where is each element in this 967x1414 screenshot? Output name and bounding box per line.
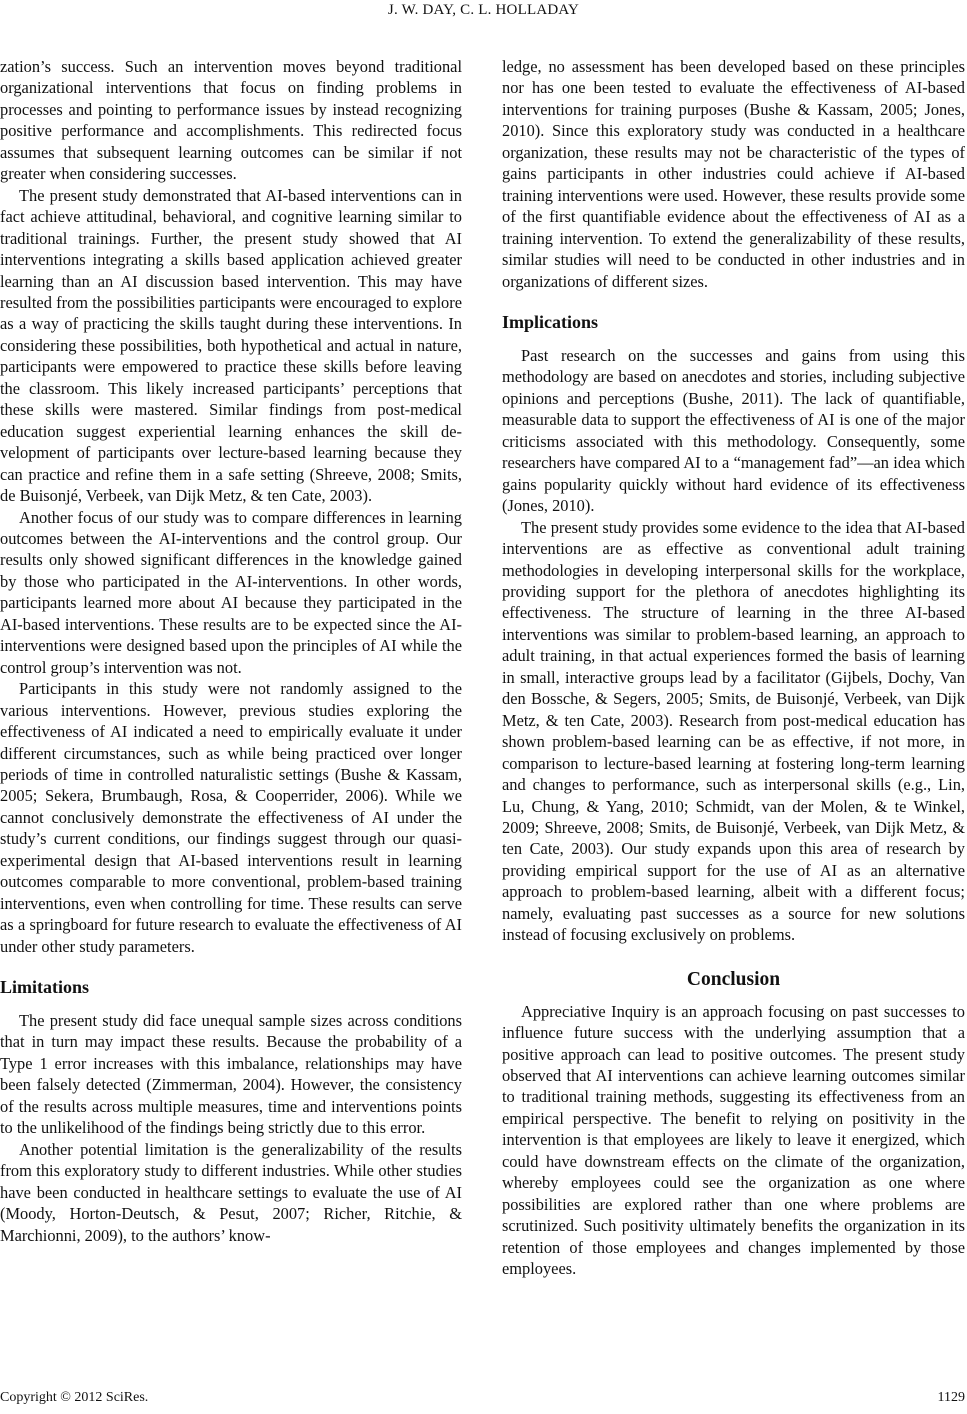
right-column bbox=[502, 56, 965, 1280]
page-number: 1129 bbox=[937, 1390, 965, 1405]
body-paragraph: Past research on the successes and gains from using this methodology are based on anecdotes and stories, including subjective opinions and perceptions (Bushe, 2011). The lack of quantifiable, measurable data to support the effectiveness of AI is one of the major criticisms associated with this methodology. Consequently, some researchers have compared AI to a “management fad”—an idea which gains popularity quickly without hard evidence of its effectiveness (Jones, 2010). bbox=[502, 345, 965, 516]
body-paragraph: The present study demonstrated that AI-based interventions can in fact achieve attitudinal, behavioral, and cognitive learning similar to traditional trainings. Further, the present study showed that AI interventions integrating a skills based application achieved greater learning than an AI discussion based intervention. This may have resulted from the possibilities participants were encouraged to explore as a way of practicing the skills taught during these interventions. In considering these possibilities, both hypothetical and actual in nature, participants were empowered to practice these skills before leaving the classroom. This likely increased participants’ perceptions that these skills were mastered. Similar findings from post-medical education suggest experiential learning enhances the skill development of participants over lecture-based learning because they can practice and refine them in a safe setting (Shreeve, 2008; Smits, de Buisonjé, Verbeek, van Dijk Metz, & ten Cate, 2003). bbox=[0, 185, 462, 506]
section-heading-implications: Implications bbox=[502, 311, 599, 332]
running-head: J. W. DAY, C. L. HOLLADAY bbox=[387, 2, 580, 18]
section-heading-conclusion: Conclusion bbox=[686, 968, 781, 990]
body-paragraph: The present study did face unequal sample sizes across conditions that in turn may impact these results. Because the probability of a Type 1 error increases with this imbalance, relationships may have been falsely detected (Zimmerman, 2004). However, the consistency of the results across multiple measures, time and interventions points to the unlikelihood of the findings being strictly due to this error. bbox=[0, 1011, 462, 1138]
body-paragraph: Appreciative Inquiry is an approach focusing on past successes to influence future success with the underlying assumption that a positive approach can lead to positive outcomes. The present study observed that AI interventions can achieve learning outcomes similar to traditional training methods, suggesting its effectiveness from an empirical perspective. The benefit to relying on positivity in the intervention is that employees are likely to leave it energized, which could have downstream effects on the climate of the organization, whereby employees could see the organization as one where possibilities are explored rather than one where problems are scrutinized. Such positivity ultimately benefits the organization in its retention of those employees and changes implemented by those employees. bbox=[502, 1001, 965, 1279]
left-column bbox=[0, 56, 462, 1246]
body-paragraph: ledge, no assessment has been developed based on these principles nor has one been tested to evaluate the effectiveness of AI-based interventions for training purposes (Bushe & Kassam, 2005; Jones, 2010). Since this exploratory study was conducted in a healthcare organization, these results may not be characteristic of the types of gains participants in other industries could achieve if AI-based training interventions were used. However, these results provide some of the first quantifiable evidence about the effectiveness of AI as a training intervention. To extend the generalizability of these results, similar studies will need to be conducted in other industries and in organizations of different sizes. bbox=[502, 57, 965, 291]
body-paragraph: zation’s success. Such an intervention moves beyond traditional organizational interventions that focus on finding problems in processes and pointing to performance issues by instead recognizing positive performance and accomplishments. This redirected focus assumes that subsequent learning outcomes can be similar if not greater when considering successes. bbox=[0, 57, 462, 184]
body-paragraph: Another potential limitation is the generalizability of the results from this exploratory study to different industries. While other studies have been conducted in healthcare settings to evaluate the use of AI (Moody, Horton-Deutsch, & Pesut, 2007; Richer, Ritchie, & Marchionni, 2009), to the authors’ know- bbox=[0, 1139, 462, 1245]
copyright-notice: Copyright © 2012 SciRes. bbox=[0, 1390, 149, 1405]
body-paragraph: Participants in this study were not randomly assigned to the various interventions. However, previous studies exploring the effectiveness of AI indicated a need to empirically evaluate it under different circumstances, such as while being practiced over longer periods of time in controlled naturalistic settings (Bushe & Kassam, 2005; Sekera, Brumbaugh, Rosa, & Cooperrider, 2006). While we cannot conclusively demonstrate the effectiveness of AI under the study’s current conditions, our findings suggest through our quasi-experimental design that AI-based interventions result in learning outcomes comparable to more conventional, problem-based training interventions, even when controlling for time. These results can serve as a springboard for future research to evaluate the effectiveness of AI under other study parameters. bbox=[0, 679, 462, 956]
body-paragraph: Another focus of our study was to compare differences in learning outcomes between the AI-interventions and the control group. Our results only showed significant differences in the knowledge gained by those who participated in the AI-interventions. In other words, participants learned more about AI because they participated in the AI-based interventions. These results are to be expected since the AI-interventions were designed based upon the principles of AI while the control group’s intervention was not. bbox=[0, 507, 462, 677]
section-heading-limitations: Limitations bbox=[0, 977, 90, 998]
body-paragraph: The present study provides some evidence to the idea that AI-based interventions are as effective as conventional adult training methodologies in developing interpersonal skills for the workplace, providing support for the plethora of anecdotes highlighting its effectiveness. The structure of learning in the three AI-based interventions was similar to problem-based learning, an approach to adult training, in that actual experiences formed the basis of learning in small, interactive groups lead by a facilitator (Gijbels, Dochy, Van den Bossche, & Segers, 2005; Smits, de Buisonjé, Verbeek, van Dijk Metz, & ten Cate, 2003). Research from post-medical education has shown problem-based learning can be as effective, if not more, in comparison to lecture-based learning at fostering long-term learning and changes to performance, such as interpersonal skills (e.g., Lin, Lu, Chung, & Yang, 2010; Schmidt, van der Molen, & te Winkel, 2009; Shreeve, 2008; Smits, de Buisonjé, Verbeek, van Dijk Metz, & ten Cate, 2003). Our study expands upon this area of research by providing empirical support for the use of AI as an alternative approach to problem-based learning, albeit with a different focus; namely, evaluating past successes as a source for new solutions instead of focusing exclusively on problems. bbox=[502, 517, 965, 945]
